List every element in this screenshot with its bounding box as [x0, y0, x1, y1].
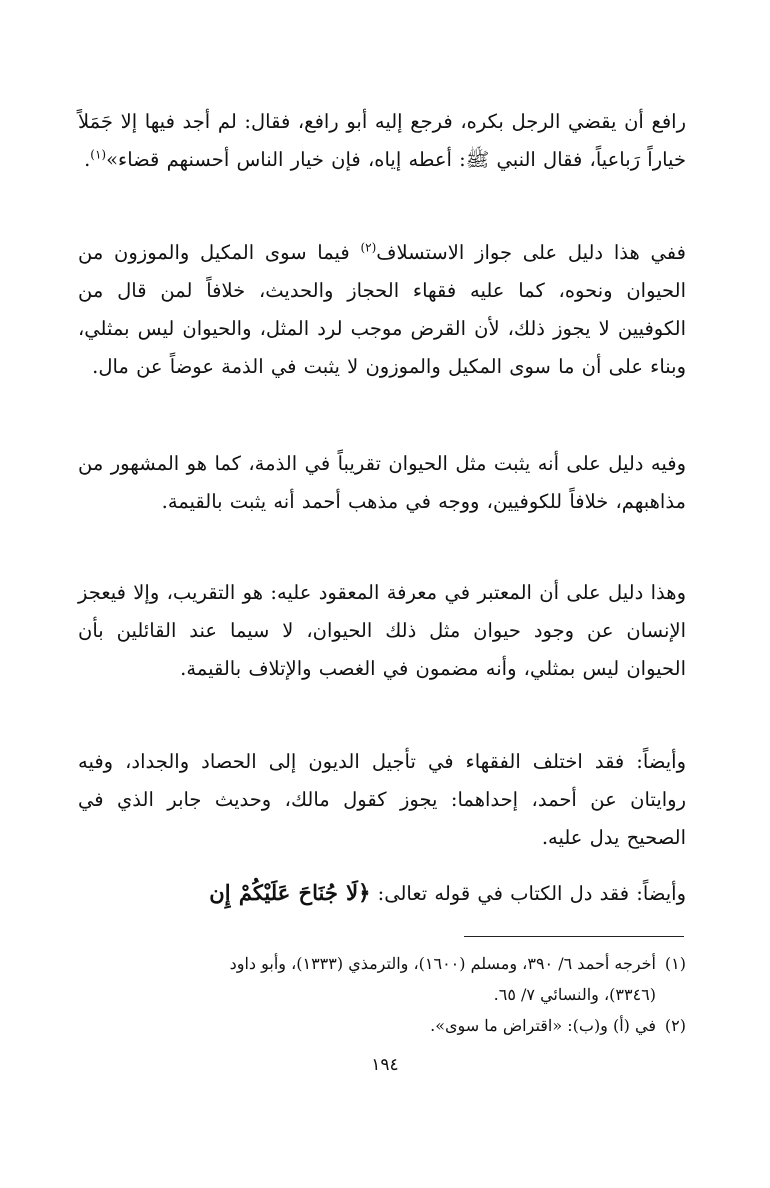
footnote-1-marker: (١) — [664, 954, 686, 973]
paragraph-2 — [78, 234, 686, 386]
footnote-2-marker: (٢) — [664, 1016, 686, 1035]
footnote-2-line1: في (أ) و(ب): «اقتراض ما سوى». — [430, 1016, 656, 1035]
paragraph-4: وهذا دليل على أن المعتبر في معرفة المعقود عليه: هو التقريب، وإلا فيعجز الإنسان عن وجود حيوان مثل ذلك الحيوان، لا سيما عند القائلين بأن الحيوان ليس بمثلي، وأنه مضمون في الغصب والإتلاف بالقيمة. — [78, 581, 686, 680]
paragraph-6-text: وأيضاً: فقد دل الكتاب في قوله تعالى: — [370, 882, 686, 905]
footnote-1 — [78, 948, 686, 979]
paragraph-3: وفيه دليل على أنه يثبت مثل الحيوان تقريباً في الذمة، كما هو المشهور من مذاهبهم، خلافاً للكوفيين، ووجه في مذهب أحمد أنه يثبت بالقيمة. — [78, 452, 686, 513]
page-number: ١٩٤ — [371, 1055, 399, 1075]
paragraph-2-rest: فيما سوى المكيل والموزون من الحيوان ونحوه، كما عليه فقهاء الحجاز والحديث، خلافاً لمن قال من الكوفيين لا يجوز ذلك، لأن القرض موجب لرد المثل، والحيوان ليس بمثلي، وبناء على أن ما سوى المكيل والموزون لا يثبت في الذمة عوضاً عن مال. — [78, 241, 686, 378]
footnote-1-line1: أخرجه أحمد ٦/ ٣٩٠، ومسلم (١٦٠٠)، والترمذي (١٣٣٣)، وأبو داود — [229, 954, 656, 973]
paragraph-5: وأيضاً: فقد اختلف الفقهاء في تأجيل الديون إلى الحصاد والجداد، وفيه روايتان عن أحمد، إحداهما: يجوز كقول مالك، وحديث جابر الذي في الصحيح يدل عليه. — [78, 750, 686, 849]
quran-verse: ﴿لَا جُنَاحَ عَلَيْكُمْ إِن — [209, 880, 371, 905]
footnote-divider — [464, 936, 684, 937]
footnote-1-line2: (٣٣٤٦)، والنسائي ٧/ ٦٥. — [493, 985, 656, 1004]
paragraph-2-text: ففي هذا دليل على جواز الاستسلاف — [376, 241, 686, 264]
footnote-ref-2[interactable]: (٢) — [360, 240, 377, 255]
footnote-ref-1[interactable]: (١) — [90, 147, 107, 162]
paragraph-6 — [78, 874, 686, 913]
paragraph-1 — [78, 103, 686, 179]
footnote-1-continuation — [78, 979, 686, 1010]
paragraph-1-end: . — [84, 148, 91, 171]
footnotes-section — [78, 948, 686, 1041]
footnote-2 — [78, 1010, 686, 1041]
paragraph-1-text: رافع أن يقضي الرجل بكره، فرجع إليه أبو رافع، فقال: لم أجد فيها إلا جَمَلاً خياراً رَباعياً، فقال النبي ﷺ: أعطه إياه، فإن خيار الناس أحسنهم قضاء» — [78, 110, 686, 171]
